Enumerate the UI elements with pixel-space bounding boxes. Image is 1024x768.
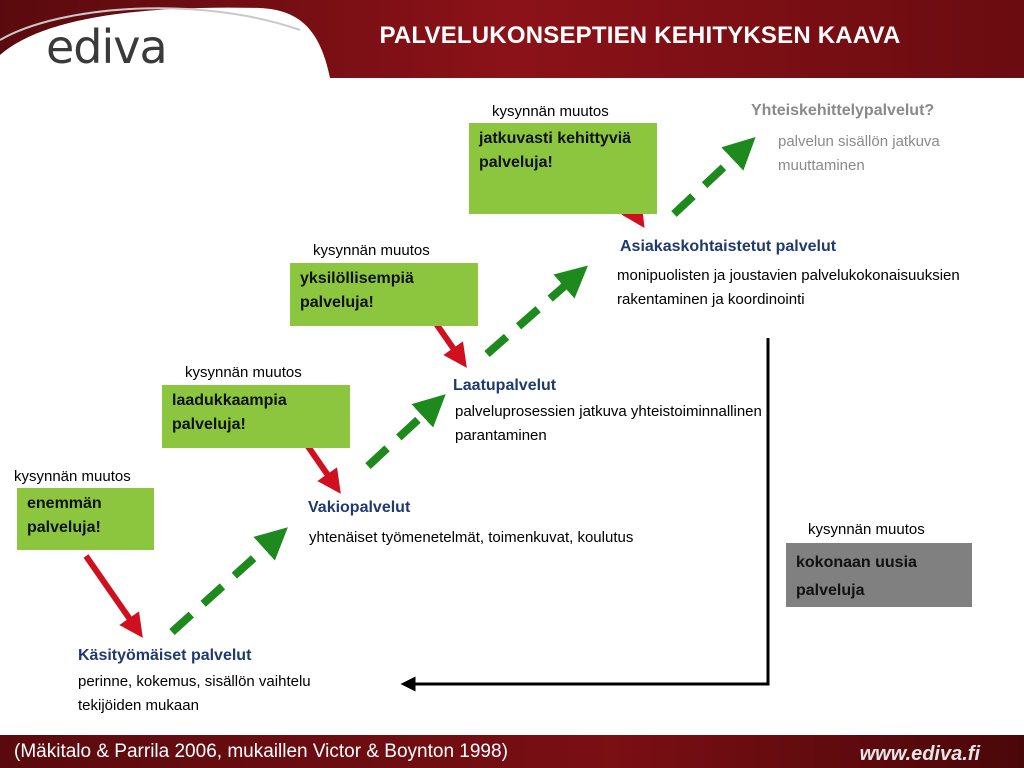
stage-2-desc: yhtenäiset työmenetelmät, toimenkuvat, koulutus (309, 529, 634, 546)
stage-5-desc: palvelun sisällön jatkuva muuttaminen (778, 133, 940, 174)
demand-box-more-services: enemmän palveluja! (17, 488, 154, 550)
demand-label-5: kysynnän muutos (808, 521, 925, 538)
demand-label-2: kysynnän muutos (185, 364, 302, 381)
demand-label-3: kysynnän muutos (313, 242, 430, 259)
stage-2-title: Vakiopalvelut (308, 499, 411, 516)
demand-box-more-individual: yksilöllisempiä palveluja! (290, 263, 478, 326)
demand-box-entirely-new: kokonaan uusia palveluja (786, 543, 972, 607)
slide-title: PALVELUKONSEPTIEN KEHITYKSEN KAAVA (379, 22, 901, 49)
stage-3-desc: palveluprosessien jatkuva yhteistoiminnallinen parantaminen (455, 403, 762, 444)
stage-1-desc: perinne, kokemus, sisällön vaihtelu tekijöiden mukaan (78, 673, 311, 714)
source-citation: (Mäkitalo & Parrila 2006, mukaillen Victor & Boynton 1998) (14, 741, 508, 762)
progress-arrow-3 (487, 276, 576, 354)
demand-box-higher-quality: laadukkaampia palveluja! (162, 385, 350, 448)
demand-box-continuously-developing: jatkuvasti kehittyviä palveluja! (469, 123, 657, 214)
stage-4-desc: monipuolisten ja joustavien palvelukokonaisuuksien rakentaminen ja koordinointi (617, 267, 960, 308)
stage-3-title: Laatupalvelut (453, 377, 557, 394)
stage-1-title: Käsityömäiset palvelut (78, 647, 252, 664)
stage-4-title: Asiakaskohtaistetut palvelut (620, 238, 837, 255)
ediva-logo: ediva (46, 20, 167, 74)
stage-5-title: Yhteiskehittelypalvelut? (751, 102, 935, 119)
website-url: www.ediva.fi (859, 743, 980, 765)
progress-arrow-2 (368, 405, 434, 466)
demand-label-4: kysynnän muutos (492, 103, 609, 120)
progress-arrow-4 (674, 148, 744, 214)
demand-arrow-1 (86, 556, 136, 628)
progress-arrow-1 (172, 538, 276, 632)
demand-label-1: kysynnän muutos (14, 468, 131, 485)
